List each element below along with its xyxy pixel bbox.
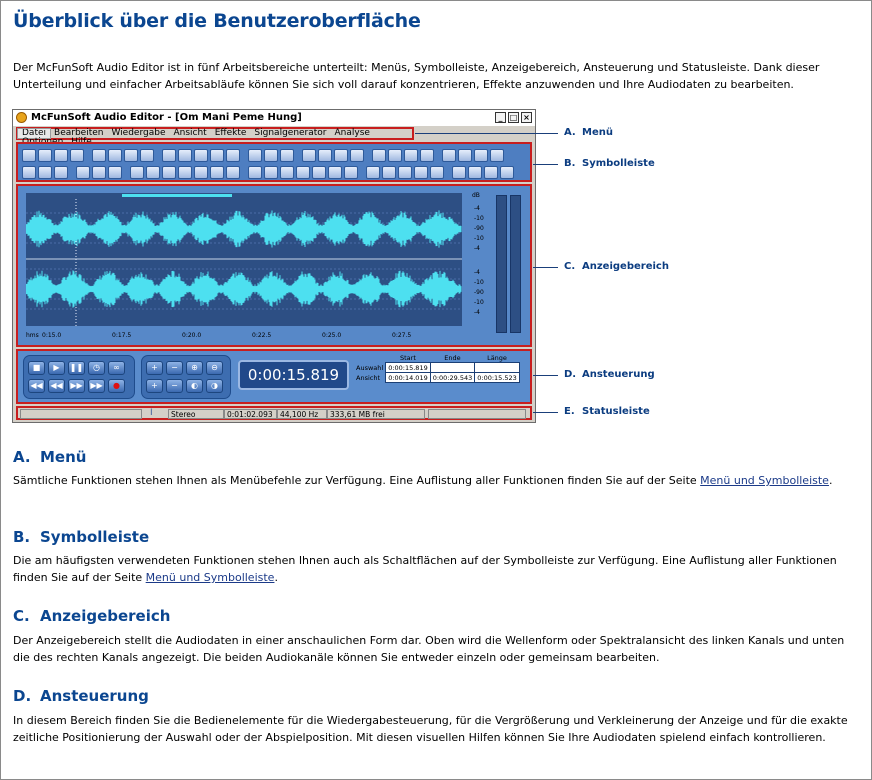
toolbar-button[interactable] — [366, 166, 380, 179]
callout-line-a — [415, 133, 558, 134]
toolbar-button[interactable] — [420, 149, 434, 162]
time-label: 0:20.0 — [182, 332, 202, 339]
sel-row-label: Auswahl — [356, 363, 384, 372]
toolbar-button[interactable] — [22, 149, 36, 162]
toolbar-button[interactable] — [76, 166, 90, 179]
zoom-selection-icon[interactable]: ⊕ — [186, 361, 203, 375]
toolbar-button[interactable] — [500, 166, 514, 179]
toolbar-button[interactable] — [92, 149, 106, 162]
status-panel — [428, 409, 526, 419]
pause-button[interactable]: ❚❚ — [68, 361, 85, 375]
toolbar-button[interactable] — [468, 166, 482, 179]
toolbar-button[interactable] — [302, 149, 316, 162]
selection-end-field[interactable] — [430, 363, 475, 373]
toolbar-button[interactable] — [108, 166, 122, 179]
callout-label-a: A. Menü — [564, 127, 613, 138]
toolbar-button[interactable] — [474, 149, 488, 162]
sel-header-end: Ende — [444, 353, 461, 362]
status-panel — [20, 409, 142, 419]
db-label: -4 — [474, 245, 480, 252]
db-label: -4 — [474, 269, 480, 276]
toolbar-button[interactable] — [124, 149, 138, 162]
maximize-button[interactable]: □ — [509, 113, 518, 122]
close-button[interactable]: × — [521, 112, 532, 123]
play-button[interactable]: ▶ — [48, 361, 65, 375]
db-label: -4 — [474, 205, 480, 212]
selection-start-field[interactable]: 0:00:15.819 — [386, 363, 431, 373]
zoom-right-icon[interactable]: ◑ — [206, 379, 223, 393]
app-screenshot — [12, 109, 536, 423]
status-duration: 0:01:02.093 — [224, 409, 277, 419]
zoom-vertical-out-icon[interactable]: − — [166, 379, 183, 393]
toolbar-button[interactable] — [264, 149, 278, 162]
sel-header-length: Länge — [487, 353, 507, 362]
db-label: dB — [472, 192, 480, 199]
callout-line-b — [533, 164, 558, 165]
db-label: -10 — [474, 279, 484, 286]
toolbar-button[interactable] — [442, 149, 456, 162]
toolbar-button[interactable] — [334, 149, 348, 162]
toolbar-button[interactable] — [458, 149, 472, 162]
forward-button[interactable]: ▶▶ — [68, 379, 85, 393]
toolbar-button[interactable] — [318, 149, 332, 162]
playback-controls — [23, 355, 135, 399]
zoom-vertical-in-icon[interactable]: + — [146, 379, 163, 393]
display-area — [16, 184, 532, 347]
view-row-label: Ansicht — [356, 373, 381, 382]
toolbar-button[interactable] — [296, 166, 310, 179]
section-text-b: Die am häufigsten verwendeten Funktionen stehen Ihnen auch als Schaltflächen auf der Symbolleiste zur Verfügung. Eine Auflistung aller Funktionen finden Sie auf der Seite Menü und Symbolleiste. — [13, 554, 837, 584]
waveform-svg — [26, 193, 462, 326]
toolbar-button[interactable] — [108, 149, 122, 162]
menu-effekte[interactable]: Effekte — [214, 128, 247, 138]
status-samplerate: 44,100 Hz — [277, 409, 327, 419]
toolbar-button[interactable] — [414, 166, 428, 179]
toolbar-button[interactable] — [70, 149, 84, 162]
callout-label-e: E. Statusleiste — [564, 406, 650, 417]
selection-length-field[interactable] — [475, 363, 520, 373]
zoom-left-icon[interactable]: ◐ — [186, 379, 203, 393]
toolbar-button[interactable] — [430, 166, 444, 179]
view-start-field[interactable]: 0:00:14.019 — [386, 373, 431, 383]
toolbar-button[interactable] — [452, 166, 466, 179]
toolbar-button[interactable] — [248, 166, 262, 179]
callout-label-d: D. Ansteuerung — [564, 369, 655, 380]
toolbar-button[interactable] — [38, 166, 52, 179]
waveform-view[interactable] — [26, 193, 462, 326]
toolbar-button[interactable] — [178, 166, 192, 179]
section-heading-a: A. Menü — [13, 448, 87, 466]
toolbar-button[interactable] — [312, 166, 326, 179]
menu-bearbeiten[interactable]: Bearbeiten — [54, 128, 104, 138]
time-label: 0:22.5 — [252, 332, 272, 339]
status-bar — [16, 406, 532, 420]
callout-line-e — [533, 412, 558, 413]
toolbar-button[interactable] — [388, 149, 402, 162]
position-timer: 0:00:15.819 — [238, 360, 349, 390]
toolbar-button[interactable] — [350, 149, 364, 162]
menu-datei[interactable]: Datei — [18, 129, 50, 138]
toolbar-button[interactable] — [54, 166, 68, 179]
zoom-full-icon[interactable]: ⊖ — [206, 361, 223, 375]
toolbar-button[interactable] — [146, 166, 160, 179]
toolbar-button[interactable] — [484, 166, 498, 179]
callout-line-c — [533, 267, 558, 268]
play-selection-button[interactable]: ◷ — [88, 361, 105, 375]
menu-wiedergabe[interactable]: Wiedergabe — [111, 128, 166, 138]
toolbar-button[interactable] — [344, 166, 358, 179]
toolbar-button[interactable] — [264, 166, 278, 179]
toolbar-button[interactable] — [248, 149, 262, 162]
record-button[interactable]: ● — [108, 379, 125, 393]
app-title: McFunSoft Audio Editor - [Om Mani Peme Hung] — [31, 112, 302, 123]
section-text-c: Der Anzeigebereich stellt die Audiodaten in einer anschaulichen Form dar. Oben wird die Wellenform oder Spektralansicht des linken Kanals und unten die des rechten Kanals angezeigt. Die beiden Audiokanäle können Sie entweder einzeln oder gemeinsam bearbeiten. — [13, 634, 845, 664]
toolbar-button[interactable] — [398, 166, 412, 179]
toolbar-button[interactable] — [226, 149, 240, 162]
toolbar-button[interactable] — [490, 149, 504, 162]
rewind-button[interactable]: ◀◀ — [48, 379, 65, 393]
toolbar — [16, 142, 532, 182]
toolbar-button[interactable] — [92, 166, 106, 179]
toolbar-button[interactable] — [382, 166, 396, 179]
toolbar-button[interactable] — [210, 149, 224, 162]
toolbar-button[interactable] — [226, 166, 240, 179]
time-label: 0:17.5 — [112, 332, 132, 339]
toolbar-button[interactable] — [38, 149, 52, 162]
level-meter-left — [496, 195, 507, 333]
toolbar-button[interactable] — [328, 166, 342, 179]
toolbar-button[interactable] — [194, 149, 208, 162]
section-heading-d: D. Ansteuerung — [13, 687, 149, 705]
toolbar-button[interactable] — [162, 166, 176, 179]
view-length-field[interactable]: 0:00:15.523 — [475, 373, 520, 383]
status-channels: Stereo — [168, 409, 224, 419]
menu-symbolleiste-link[interactable]: Menü und Symbolleiste — [145, 571, 275, 584]
callout-label-b: B. Symbolleiste — [564, 158, 655, 169]
db-label: -10 — [474, 215, 484, 222]
app-logo-icon — [16, 112, 27, 123]
status-free-space: 333,61 MB frei — [327, 409, 425, 419]
sel-header-start: Start — [400, 353, 416, 362]
toolbar-button[interactable] — [194, 166, 208, 179]
time-axis — [26, 330, 462, 342]
db-label: -4 — [474, 309, 480, 316]
db-label: -90 — [474, 225, 484, 232]
splitter-icon: I — [150, 408, 153, 418]
db-scale — [466, 192, 496, 330]
menu-bar — [16, 127, 414, 140]
skip-back-button[interactable]: ◀◀ — [28, 379, 45, 393]
toolbar-button[interactable] — [162, 149, 176, 162]
toolbar-row-2 — [22, 164, 530, 178]
time-label: 0:27.5 — [392, 332, 412, 339]
zoom-in-icon[interactable]: + — [146, 361, 163, 375]
section-text-a: Sämtliche Funktionen stehen Ihnen als Menübefehle zur Verfügung. Eine Auflistung aller Funktionen finden Sie auf der Seite Menü und Symbolleiste. — [13, 474, 833, 487]
menu-ansicht[interactable]: Ansicht — [173, 128, 207, 138]
toolbar-button[interactable] — [372, 149, 386, 162]
time-label: hms — [26, 332, 39, 339]
toolbar-button[interactable] — [178, 149, 192, 162]
menu-signalgenerator[interactable]: Signalgenerator — [254, 128, 327, 138]
toolbar-button[interactable] — [280, 149, 294, 162]
menu-analyse[interactable]: Analyse — [334, 128, 370, 138]
time-label: 0:25.0 — [322, 332, 342, 339]
page-title: Überblick über die Benutzeroberfläche — [13, 10, 421, 32]
toolbar-button[interactable] — [54, 149, 68, 162]
section-text-d: In diesem Bereich finden Sie die Bedienelemente für die Wiedergabesteuerung, für die Vergrößerung und Verkleinerung der Anzeige und für die exakte zeitliche Positionierung der Auswahl oder der Abspielposition. Mit diesen visuellen Hilfen können Sie Ihre Audiodaten spielend einfach kontrollieren. — [13, 714, 848, 744]
stop-button[interactable]: ■ — [28, 361, 45, 375]
toolbar-button[interactable] — [130, 166, 144, 179]
loop-button[interactable]: ∞ — [108, 361, 125, 375]
callout-label-c: C. Anzeigebereich — [564, 261, 669, 272]
section-heading-c: C. Anzeigebereich — [13, 607, 171, 625]
selection-panel — [354, 353, 520, 383]
time-label: 0:15.0 — [42, 332, 62, 339]
zoom-controls — [141, 355, 231, 399]
menu-symbolleiste-link[interactable]: Menü und Symbolleiste — [700, 474, 829, 487]
toolbar-button[interactable] — [280, 166, 294, 179]
level-meter-right — [510, 195, 521, 333]
view-end-field[interactable]: 0:00:29.543 — [430, 373, 475, 383]
transport-panel — [16, 349, 532, 404]
toolbar-button[interactable] — [210, 166, 224, 179]
callout-line-d — [533, 375, 558, 376]
skip-forward-button[interactable]: ▶▶ — [88, 379, 105, 393]
toolbar-button[interactable] — [140, 149, 154, 162]
db-label: -90 — [474, 289, 484, 296]
toolbar-button[interactable] — [22, 166, 36, 179]
db-label: -10 — [474, 299, 484, 306]
toolbar-row-1 — [22, 147, 506, 161]
zoom-out-icon[interactable]: − — [166, 361, 183, 375]
app-titlebar — [13, 110, 535, 126]
minimize-button[interactable]: _ — [495, 112, 506, 123]
toolbar-button[interactable] — [404, 149, 418, 162]
section-heading-b: B. Symbolleiste — [13, 528, 150, 546]
db-label: -10 — [474, 235, 484, 242]
intro-paragraph: Der McFunSoft Audio Editor ist in fünf Arbeitsbereiche unterteilt: Menüs, Symbolleiste, Anzeigebereich, Ansteuerung und Statusleiste. Dank dieser Unterteilung und einfacher Arbeitsabläufe können Sie sich voll darauf konzentrieren, Effekte anzuwenden und Ihre Audiodaten zu bearbeiten. — [13, 61, 820, 91]
